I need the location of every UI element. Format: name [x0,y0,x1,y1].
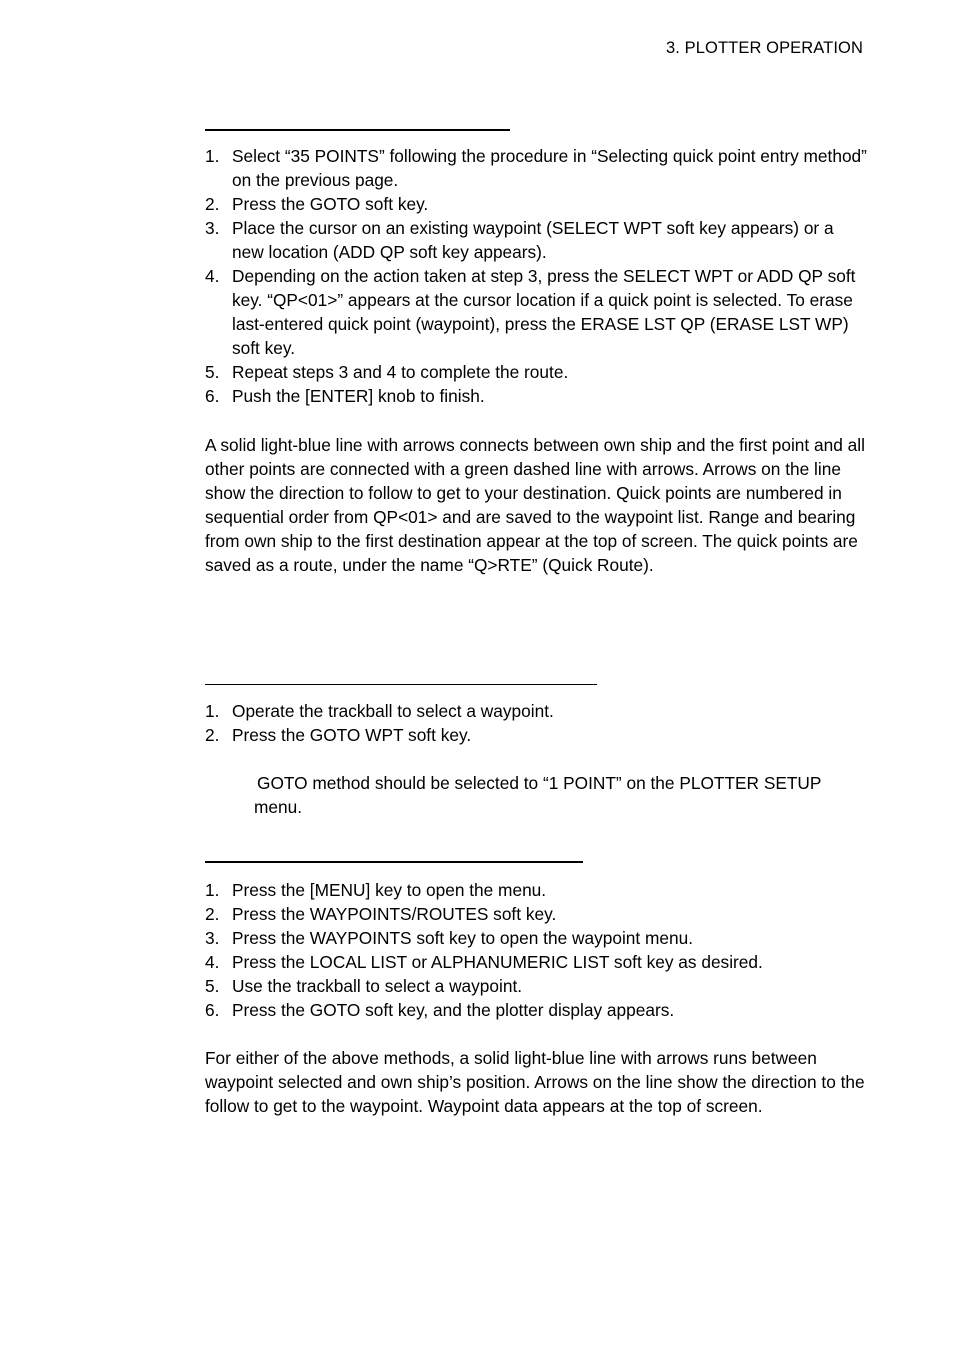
running-header: 3. PLOTTER OPERATION [666,39,863,57]
list-item [205,192,869,216]
step-text: Press the LOCAL LIST or ALPHANUMERIC LIST soft key as desired. [232,952,763,972]
list-item [205,384,869,408]
section-heading-rule [205,861,583,863]
step-number: 4. [205,952,220,972]
step-number: 1. [205,146,220,166]
step-list [205,144,869,408]
step-list [205,878,865,1022]
section-heading-rule [205,129,510,131]
step-text: Press the GOTO WPT soft key. [232,725,472,745]
step-text: Use the trackball to select a waypoint. [232,976,523,996]
step-text: Depending on the action taken at step 3, press the SELECT WPT or ADD QP soft key. “QP<01>” appears at the cursor location if a quick point is selected. To erase last-entered quick point (waypoint), press the ERASE LST QP (ERASE LST WP) soft key. [232,266,856,358]
list-item [205,144,869,192]
step-text: Press the [MENU] key to open the menu. [232,880,547,900]
list-item [205,950,865,974]
step-text: Operate the trackball to select a waypoint. [232,701,554,721]
step-number: 4. [205,266,220,286]
step-text: Press the WAYPOINTS soft key to open the waypoint menu. [232,928,694,948]
step-text: Select “35 POINTS” following the procedure in “Selecting quick point entry method” on the previous page. [232,146,867,190]
step-number: 3. [205,928,220,948]
step-text: Push the [ENTER] knob to finish. [232,386,485,406]
step-text: Repeat steps 3 and 4 to complete the route. [232,362,569,382]
step-text: Press the WAYPOINTS/ROUTES soft key. [232,904,557,924]
step-number: 2. [205,904,220,924]
body-paragraph: For either of the above methods, a solid light-blue line with arrows runs between waypoint selected and own ship’s position. Arrows on the line show the direction to the follow to get to the waypoint. Waypoint data appears at the top of screen. [205,1048,865,1116]
step-number: 2. [205,194,220,214]
step-text: Place the cursor on an existing waypoint (SELECT WPT soft key appears) or a new location (ADD QP soft key appears). [232,218,834,262]
step-number: 3. [205,218,220,238]
list-item [205,264,869,360]
body-paragraph: A solid light-blue line with arrows connects between own ship and the first point and all other points are connected with a green dashed line with arrows. Arrows on the line show the direction to follow to get to your destination. Quick points are numbered in sequential order from QP<01> and are saved to the waypoint list. Range and bearing from own ship to the first destination appear at the top of screen. The quick points are saved as a route, under the name “Q>RTE” (Quick Route). [205,435,865,575]
list-item [205,360,869,384]
step-text: Press the GOTO soft key, and the plotter display appears. [232,1000,675,1020]
section-heading-rule [205,684,597,685]
list-item [205,998,865,1022]
list-item [205,216,869,264]
step-number: 5. [205,362,220,382]
step-number: 6. [205,1000,220,1020]
list-item [205,902,865,926]
step-number: 1. [205,880,220,900]
list-item [205,974,865,998]
step-number: 2. [205,725,220,745]
step-text: Press the GOTO soft key. [232,194,429,214]
step-number: 1. [205,701,220,721]
list-item [205,723,865,747]
note-text: GOTO method should be selected to “1 POINT” on the PLOTTER SETUP menu. [254,773,822,817]
step-number: 6. [205,386,220,406]
list-item [205,878,865,902]
list-item [205,699,865,723]
step-number: 5. [205,976,220,996]
list-item [205,926,865,950]
step-list [205,699,865,747]
